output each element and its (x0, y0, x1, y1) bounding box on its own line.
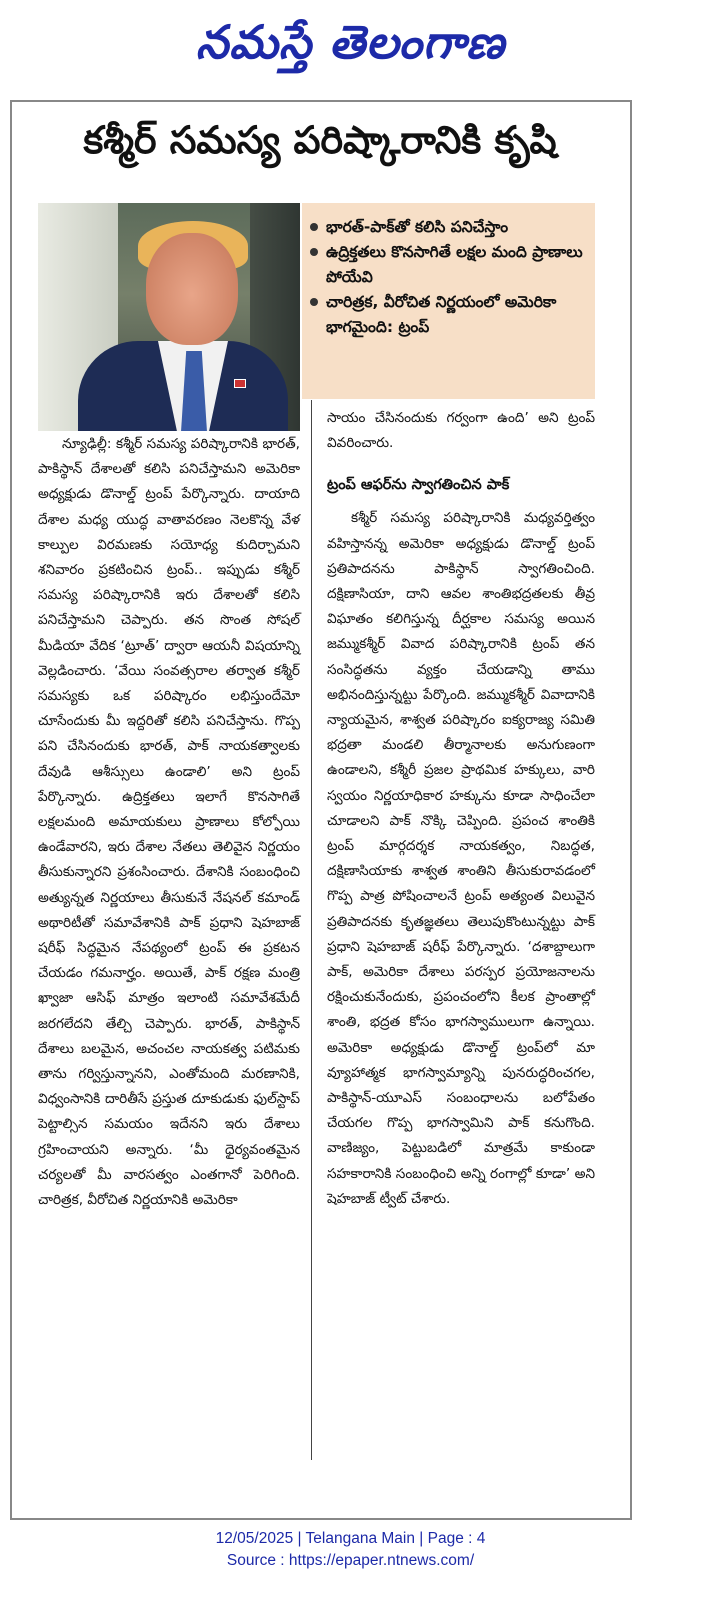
bullet-icon (310, 223, 318, 231)
article-left-column (38, 432, 300, 1213)
footer-source-line: Source : https://epaper.ntnews.com/ (226, 1552, 475, 1569)
article-photo (38, 203, 300, 431)
highlights-box (302, 203, 595, 399)
masthead-logo: నమస్తే తెలంగాణ (195, 14, 506, 69)
bullet-icon (310, 298, 318, 306)
column-divider (311, 400, 312, 1460)
page-footer (0, 1528, 701, 1572)
right-column-top-text: సాయం చేసినందుకు గర్వంగా ఉంది’ అని ట్రంప్ వివరించారు. (327, 410, 595, 452)
article-headline: కశ్మీర్ సమస్య పరిష్కారానికి కృషి (83, 118, 557, 162)
article-subheading: ట్రంప్ ఆఫర్‌ను స్వాగతించిన పాక్ (327, 477, 510, 494)
article-right-column (327, 406, 595, 1212)
left-column-text: న్యూఢిల్లీ: కశ్మీర్ సమస్య పరిష్కారానికి భారత్, పాకిస్థాన్ దేశాలతో కలిసి పనిచేస్తామని అమెరికా అధ్యక్షుడు డొనాల్డ్ ట్రంప్ పేర్కొన్నారు. దాయాది దేశాల మధ్య యుద్ధ వాతావరణం నెలకొన్న వేళ కాల్పుల విరమణకు సయోధ్య కుదిర్చామని శనివారం ప్రకటించిన ట్రంప్.. ఇప్పుడు కశ్మీర్ సమస్య పరిష్కారానికి ఇరు దేశాలతో కలిసి పనిచేస్తామని చెప్పారు. తన సొంత సోషల్ మీడియా వేదిక ‘ట్రూత్’ ద్వారా ఆయనీ విషయాన్ని వెల్లడించారు. ‘వేయి సంవత్సరాల తర్వాత కశ్మీర్ సమస్యకు ఒక పరిష్కారం లభిస్తుందేమో చూసేందుకు మీ ఇద్దరితో కలిసి పనిచేస్తాను. గొప్ప పని చేసినందుకు భారత్, పాక్ నాయకత్వాలకు దేవుడి ఆశీస్సులు ఉండాలి’ అని ట్రంప్ పేర్కొన్నారు. ఉద్రిక్తతలు ఇలాగే కొనసాగితే లక్షలమంది అమాయకులు ప్రాణాలు కోల్పోయి ఉండేవారని, ఇరు దేశాల నేతలు తెలివైన నిర్ణయం తీసుకున్నారని ప్రశంసించారు. దేశానికి సంబంధించి అత్యున్నత నిర్ణయాలు తీసుకునే నేషనల్ కమాండ్ అథారిటీతో సమావేశానికి పాక్ ప్రధాని షెహబాజ్ షరీఫ్ సిద్ధమైన నేపథ్యంలో ట్రంప్ ఈ ప్రకటన చేయడం గమనార్హం. అయితే, పాక్ రక్షణ మంత్రి ఖ్వాజా ఆసిఫ్ మాత్రం ఇలాంటి సమావేశమేదీ జరగలేదని తేల్చి చెప్పారు. భారత్, పాకిస్థాన్ దేశాలు బలమైన, అచంచల నాయకత్వ పటిమకు తాను గర్విస్తున్నానని, ఎంతోమంది మరణానికి, విధ్వంసానికి దారితీసే ప్రస్తుత దూకుడుకు ఫుల్‌స్టాప్ పెట్టాల్సిన సమయం ఇదేనని ఇరు దేశాలు గ్రహించాయని అన్నారు. ‘మీ ధైర్యవంతమైన చర్యలతో మీ వారసత్వం ఎంతగానో పెరిగింది. చారిత్రక, వీరోచిత నిర్ణయానికి అమెరికా (38, 436, 300, 1209)
highlight-item: ఉద్రిక్తతలు కొనసాగితే లక్షల మంది ప్రాణాలు పోయేవి (310, 240, 589, 290)
right-column-body-text: కశ్మీర్ సమస్య పరిష్కారానికి మధ్యవర్తిత్వం వహిస్తానన్న అమెరికా అధ్యక్షుడు డొనాల్డ్ ట్రంప్ ప్రతిపాదనను పాకిస్థాన్ స్వాగతించింది. దక్షిణాసియా, దాని ఆవల శాంతిభద్రతలకు తీవ్ర విఘాతం కలిగిస్తున్న దీర్ఘకాల సమస్య అయిన జమ్ముకశ్మీర్ వివాద పరిష్కారానికి ట్రంప్ తన సంసిద్ధతను వ్యక్తం చేయడాన్ని తాము అభినందిస్తున్నట్టు పేర్కొంది. జమ్ముకశ్మీర్ వివాదానికి న్యాయమైన, శాశ్వత పరిష్కారం ఐక్యరాజ్య సమితి భద్రతా మండలి తీర్మానాలకు అనుగుణంగా ఉండాలని, కశ్మీరీ ప్రజల ప్రాథమిక హక్కులు, వారి స్వయం నిర్ణయాధికార హక్కును కూడా సాధించేలా చూడాలని పాక్ నొక్కి చెప్పింది. ప్రపంచ శాంతికి ట్రంప్ మార్గదర్శక నాయకత్వం, నిబద్ధత, దక్షిణాసియాకు శాశ్వత శాంతిని తీసుకురావడంలో గొప్ప పాత్ర పోషించాలనే ట్రంప్ అత్యంత విలువైన ప్రతిపాదనకు కృతజ్ఞతలు తెలుపుకొంటున్నట్టు పాక్ ప్రధాని షెహబాజ్ షరీఫ్ పేర్కొన్నారు. ‘దశాబ్దాలుగా పాక్, అమెరికా దేశాలు పరస్పర ప్రయోజనాలను రక్షించుకునేందుకు, ప్రపంచంలోని కీలక ప్రాంతాల్లో శాంతి, భద్రత కోసం భాగస్వాములుగా ఉన్నాయి. అమెరికా అధ్యక్షుడు డొనాల్డ్ ట్రంప్‌లో మా వ్యూహాత్మక భాగస్వామ్యాన్ని పునరుద్ధరించగల, పాకిస్థాన్-యూఎస్ సంబంధాలను బలోపేతం చేయగల గొప్ప భాగస్వామిని పాక్ కనుగొంది. వాణిజ్యం, పెట్టుబడిలో మాత్రమే కాకుండా సహకారానికి సంబంధించి అన్ని రంగాల్లో కూడా’ అని షెహబాజ్ ట్వీట్ చేశారు. (327, 510, 595, 1207)
masthead (0, 0, 701, 95)
bullet-icon (310, 248, 318, 256)
highlight-item: చారిత్రక, వీరోచిత నిర్ణయంలో అమెరికా భాగమైంది: ట్రంప్ (310, 290, 589, 340)
footer-date-line: 12/05/2025 | Telangana Main | Page : 4 (215, 1530, 486, 1547)
highlight-item: భారత్-పాక్‌తో కలిసి పనిచేస్తాం (310, 215, 589, 240)
